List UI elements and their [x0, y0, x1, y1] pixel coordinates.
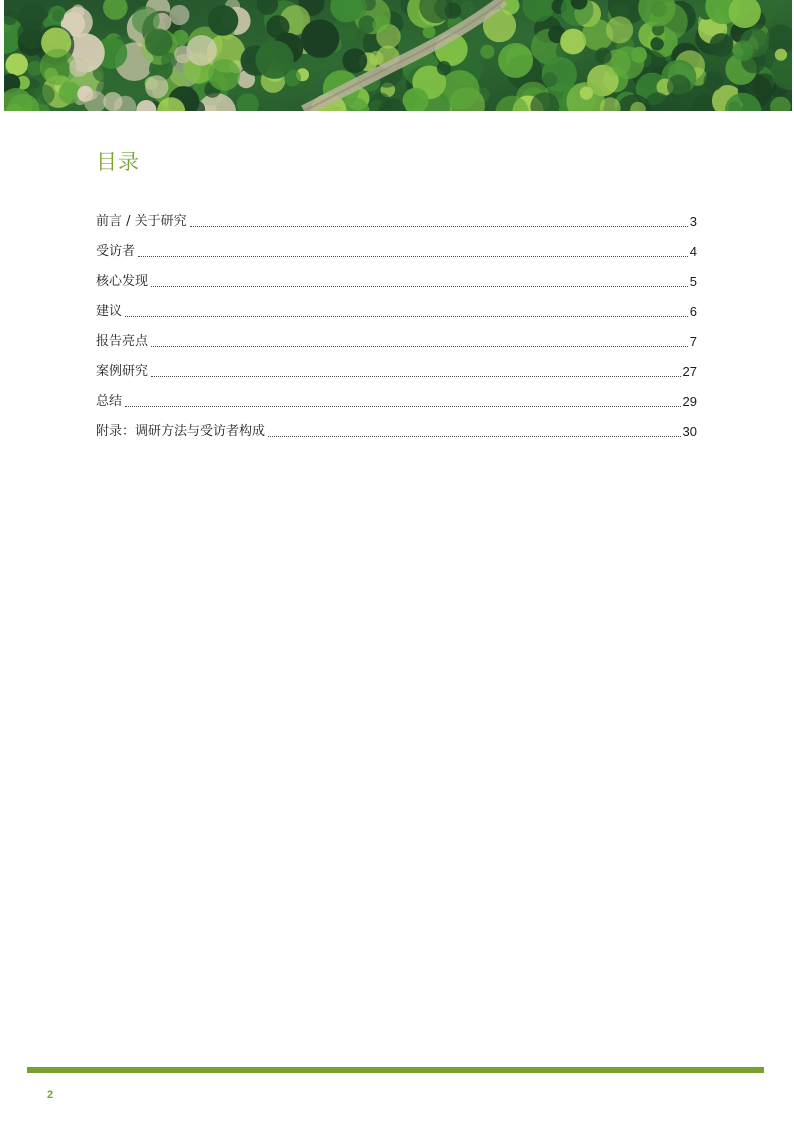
- toc-dot-leader: [151, 285, 688, 287]
- toc-entry-label: 前言 / 关于研究: [96, 214, 187, 229]
- tree-crown: [145, 75, 168, 98]
- tree-crown: [145, 29, 173, 57]
- toc-entry-appendix[interactable]: [96, 411, 697, 441]
- tree-crown: [173, 30, 189, 46]
- tree-crown: [208, 5, 239, 36]
- tree-crown: [775, 49, 787, 61]
- toc-entry-respondents[interactable]: [96, 231, 697, 261]
- tree-crown: [208, 59, 240, 91]
- tree-crown: [611, 46, 644, 79]
- tree-crown: [461, 1, 475, 15]
- tree-crown: [710, 33, 734, 57]
- toc-entry-recommendations[interactable]: [96, 291, 697, 321]
- toc-dot-leader: [268, 435, 681, 437]
- toc-title: 目录: [96, 150, 140, 174]
- toc-entry-label: 总结: [96, 394, 123, 409]
- toc-entry-highlights[interactable]: [96, 321, 697, 351]
- tree-crown: [498, 43, 533, 78]
- tree-crown: [480, 45, 494, 59]
- tree-crown: [6, 53, 28, 75]
- toc-entry-summary[interactable]: [96, 381, 697, 411]
- tree-crown: [423, 26, 436, 39]
- toc-dot-leader: [190, 225, 688, 227]
- tree-crown: [595, 48, 611, 64]
- tree-crown: [34, 85, 54, 105]
- toc-entry-preface[interactable]: [96, 201, 697, 231]
- toc-entry-label: 案例研究: [96, 364, 149, 379]
- toc-dot-leader: [125, 315, 688, 317]
- toc-entry-label: 附录：调研方法与受访者构成: [96, 424, 266, 439]
- page-number: 2: [47, 1089, 54, 1101]
- forest-aerial-illustration: [4, 0, 792, 111]
- toc-dot-leader: [138, 255, 688, 257]
- forest-banner-image: [4, 0, 792, 111]
- toc-entry-page: 29: [682, 394, 697, 409]
- tree-crown: [667, 75, 691, 99]
- toc-entry-key-findings[interactable]: [96, 261, 697, 291]
- tree-crown: [372, 16, 391, 35]
- tree-crown: [342, 48, 367, 73]
- toc-dot-leader: [125, 405, 681, 407]
- toc-entry-page: 6: [689, 304, 697, 319]
- tree-crown: [255, 41, 293, 79]
- toc-entry-case-studies[interactable]: [96, 351, 697, 381]
- tree-crown: [580, 87, 593, 100]
- toc-entry-label: 受访者: [96, 244, 136, 259]
- toc-entry-page: 4: [689, 244, 697, 259]
- tree-crown: [174, 46, 192, 64]
- toc-entry-page: 3: [689, 214, 697, 229]
- toc-entry-label: 核心发现: [96, 274, 149, 289]
- table-of-contents: [96, 201, 697, 441]
- tree-crown: [733, 40, 754, 61]
- toc-entry-page: 27: [682, 364, 697, 379]
- tree-crown: [606, 16, 633, 43]
- toc-entry-label: 建议: [96, 304, 123, 319]
- tree-crown: [542, 72, 557, 87]
- toc-entry-page: 7: [689, 334, 697, 349]
- tree-crown: [437, 61, 451, 75]
- tree-crown: [169, 5, 189, 25]
- tree-crown: [69, 58, 88, 77]
- footer-divider: [27, 1067, 764, 1073]
- tree-crown: [52, 10, 64, 22]
- tree-crown: [301, 20, 339, 58]
- toc-entry-page: 5: [689, 274, 697, 289]
- tree-crown: [704, 71, 724, 91]
- toc-dot-leader: [151, 375, 681, 377]
- toc-entry-label: 报告亮点: [96, 334, 149, 349]
- toc-dot-leader: [151, 345, 688, 347]
- toc-entry-page: 30: [682, 424, 697, 439]
